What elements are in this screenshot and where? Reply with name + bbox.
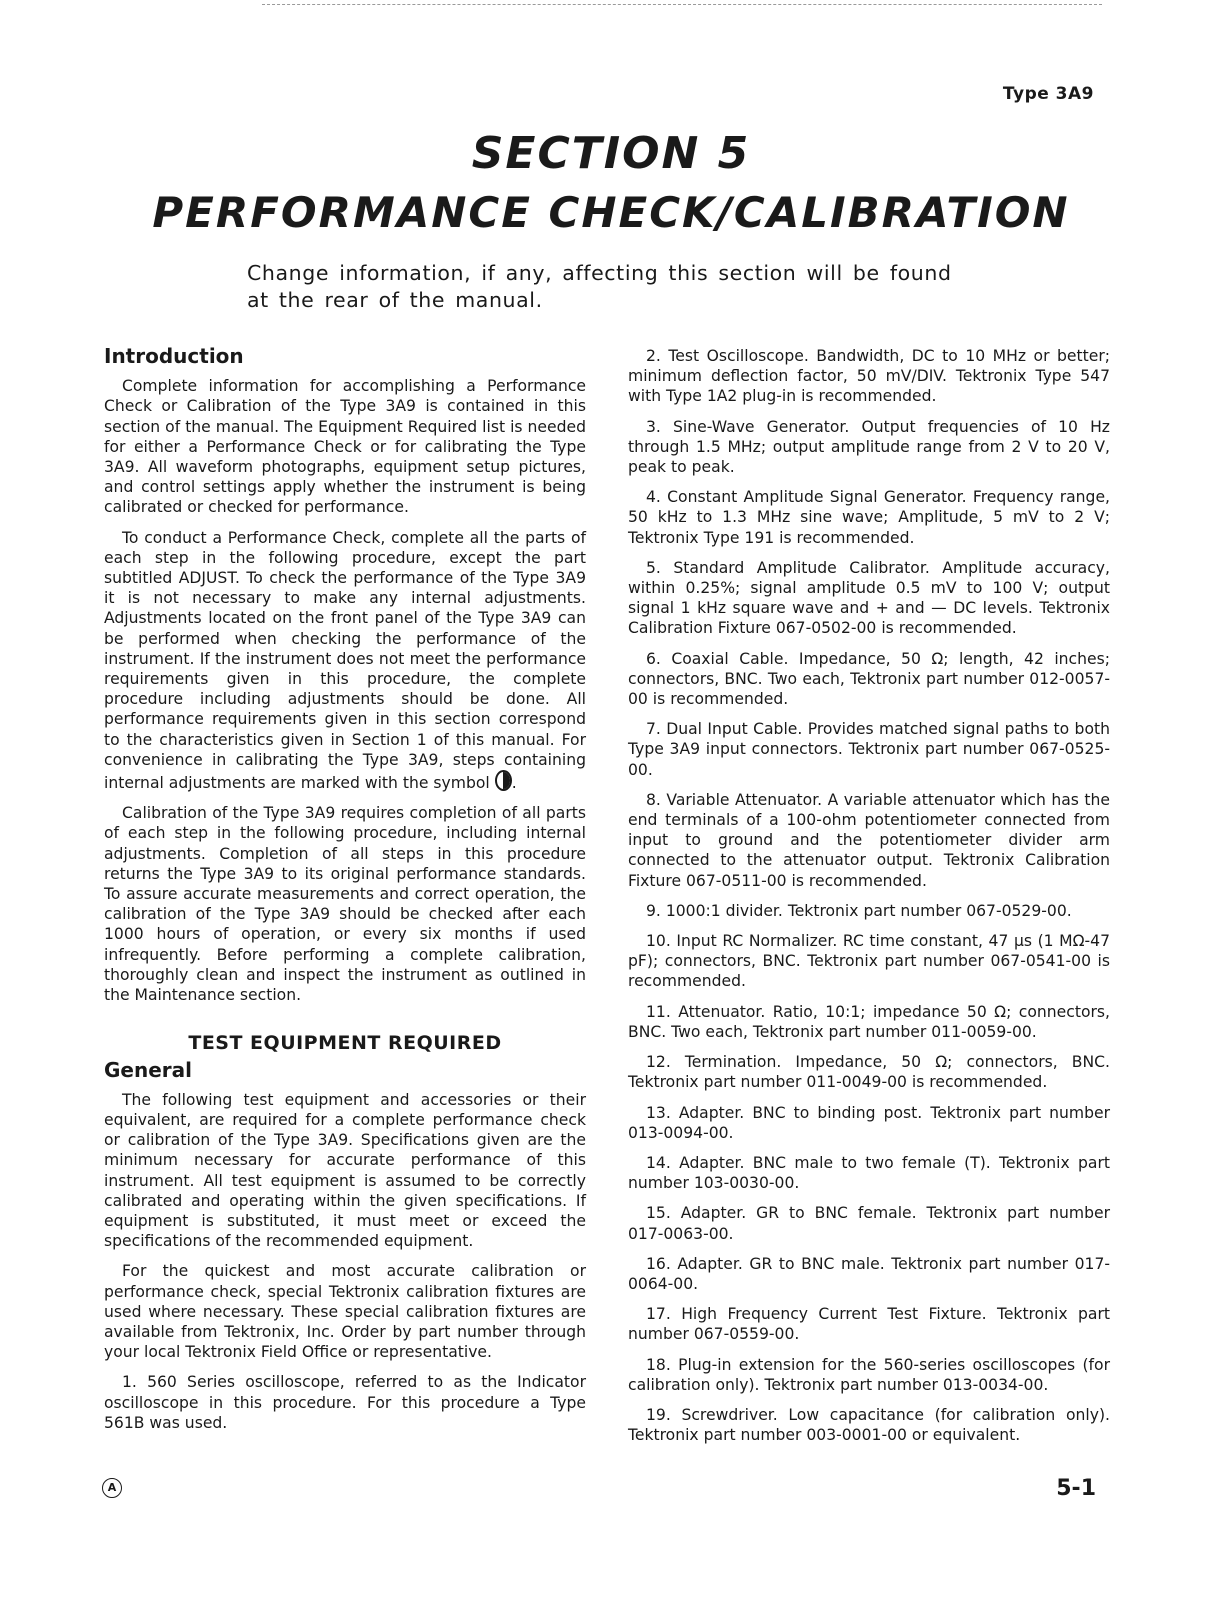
right-column [628,346,1110,1455]
equipment-item-4: 4. Constant Amplitude Signal Generator. Frequency range, 50 kHz to 1.3 MHz sine wave; Amplitude, 5 mV to 2 V; Tektronix Type 191 is recommended. [628,488,1110,547]
equipment-item-5: 5. Standard Amplitude Calibrator. Amplitude accuracy, within 0.25%; signal amplitude 0.5 mV to 100 V; output signal 1 kHz square wave and + and — DC levels. Tektronix Calibration Fixture 067-0502-00 is recommended. [628,558,1110,638]
equipment-item-14: 14. Adapter. BNC male to two female (T). Tektronix part number 103-0030-00. [628,1153,1110,1193]
general-paragraph-1: The following test equipment and accessories or their equivalent, are required for a complete performance check or calibration of the Type 3A9. Specifications given are the minimum necessary for accurate performance of this instrument. All test equipment is assumed to be correctly calibrated and operating within the given specifications. If equipment is substituted, it must meet or exceed the specifications of the recommended equipment. [104,1090,586,1251]
intro-paragraph-3: Calibration of the Type 3A9 requires completion of all parts of each step in the following procedure, including internal adjustments. Completion of all steps in this procedure returns the Type 3A9 to its original performance standards. To assure accurate measurements and correct operation, the calibration of the Type 3A9 should be checked after each 1000 hours of operation, or every six months if used infrequently. Before performing a complete calibration, thoroughly clean and inspect the instrument as outlined in the Maintenance section. [104,804,586,1005]
equipment-item-18: 18. Plug-in extension for the 560-series oscilloscopes (for calibration only). Tektronix part number 013-0034-00. [628,1355,1110,1394]
equipment-item-17: 17. High Frequency Current Test Fixture. Tektronix part number 067-0559-00. [628,1305,1110,1344]
equipment-item-10: 10. Input RC Normalizer. RC time constant, 47 μs (1 MΩ-47 pF); connectors, BNC. Tektronix part number 067-0541-00 is recommended. [628,932,1110,991]
change-note: Change information, if any, affecting this section will be found at the rear of the manual. [247,261,952,312]
equipment-item-15: 15. Adapter. GR to BNC female. Tektronix part number 017-0063-00. [628,1204,1110,1243]
intro-paragraph-2: To conduct a Performance Check, complete all the parts of each step in the following procedure, except the part subtitled ADJUST. To check the performance of the Type 3A9 it is not necessary to make any internal adjustments. Adjustments located on the front panel of the Type 3A9 can be performed when checking the performance of the instrument. If the instrument does not meet the performance requirements given in this procedure, the complete procedure including adjustments should be done. All performance requirements given in this section correspond to the characteristics given in Section 1 of this manual. For convenience in calibrating the Type 3A9, steps containing internal adjustments are marked with the symbol . [104,528,586,793]
left-column [104,346,586,1443]
top-rule [262,4,1102,5]
equipment-item-1: 1. 560 Series oscilloscope, referred to as the Indicator oscilloscope in this procedure. For this procedure a Type 561B was used. [104,1373,586,1432]
introduction-heading: Introduction [104,344,244,368]
equipment-item-9: 9. 1000:1 divider. Tektronix part number 067-0529-00. [646,901,1072,920]
equipment-item-8: 8. Variable Attenuator. A variable attenuator which has the end terminals of a 100-ohm potentiometer connected from input to ground and the potentiometer divider arm connected to the attenuator output. Tektronix Calibration Fixture 067-0511-00 is recommended. [628,790,1110,890]
section-title: SECTION 5 [471,128,751,179]
equipment-item-2: 2. Test Oscilloscope. Bandwidth, DC to 10 MHz or better; minimum deflection factor, 50 mV/DIV. Tektronix Type 547 with Type 1A2 plug-in is recommended. [628,347,1110,406]
header-model: Type 3A9 [1002,84,1094,104]
footer-mark: A [102,1478,122,1498]
equipment-item-7: 7. Dual Input Cable. Provides matched signal paths to both Type 3A9 input connectors. Tektronix part number 067-0525-00. [628,720,1110,779]
equipment-item-6: 6. Coaxial Cable. Impedance, 50 Ω; length, 42 inches; connectors, BNC. Two each, Tektronix part number 012-0057-00 is recommended. [628,649,1110,709]
page-number: 5-1 [1056,1476,1096,1501]
general-paragraph-2: For the quickest and most accurate calibration or performance check, special Tektronix calibration fixtures are used where necessary. These special calibration fixtures are available from Tektronix, Inc. Order by part number through your local Tektronix Field Office or representative. [104,1262,586,1362]
intro-paragraph-1: Complete information for accomplishing a Performance Check or Calibration of the Type 3A9 is contained in this section of the manual. The Equipment Required list is needed for either a Performance Check or for calibrating the Type 3A9. All waveform photographs, equipment setup pictures, and control settings apply whether the instrument is being calibrated or checked for performance. [104,377,586,517]
equipment-item-13: 13. Adapter. BNC to binding post. Tektronix part number 013-0094-00. [628,1103,1110,1142]
test-equipment-heading: TEST EQUIPMENT REQUIRED [188,1032,502,1055]
equipment-item-19: 19. Screwdriver. Low capacitance (for calibration only). Tektronix part number 003-0001-00 or equivalent. [628,1405,1110,1445]
section-subtitle: PERFORMANCE CHECK/CALIBRATION [152,188,1070,237]
intro-paragraph-2-text: To conduct a Performance Check, complete all the parts of each step in the following procedure, except the part subtitled ADJUST. To check the performance of the Type 3A9 it is not necessary to make any internal adjustments. Adjustments located on the front panel of the Type 3A9 can be performed when checking the performance of the instrument. If the instrument does not meet the performance requirements given in this procedure, the complete procedure including adjustments should be done. All performance requirements given in this section correspond to the characteristics given in Section 1 of this manual. For convenience in calibrating the Type 3A9, steps containing internal adjustments are marked with the symbol [104,528,586,793]
equipment-item-12: 12. Termination. Impedance, 50 Ω; connectors, BNC. Tektronix part number 011-0049-00 is recommended. [628,1053,1110,1092]
equipment-item-16: 16. Adapter. GR to BNC male. Tektronix part number 017-0064-00. [628,1254,1110,1293]
equipment-item-3: 3. Sine-Wave Generator. Output frequencies of 10 Hz through 1.5 MHz; output amplitude range from 2 V to 20 V, peak to peak. [628,417,1110,477]
equipment-item-11: 11. Attenuator. Ratio, 10:1; impedance 50 Ω; connectors, BNC. Two each, Tektronix part number 011-0059-00. [628,1002,1110,1041]
general-heading: General [104,1057,192,1082]
calibration-symbol-icon [495,770,512,791]
